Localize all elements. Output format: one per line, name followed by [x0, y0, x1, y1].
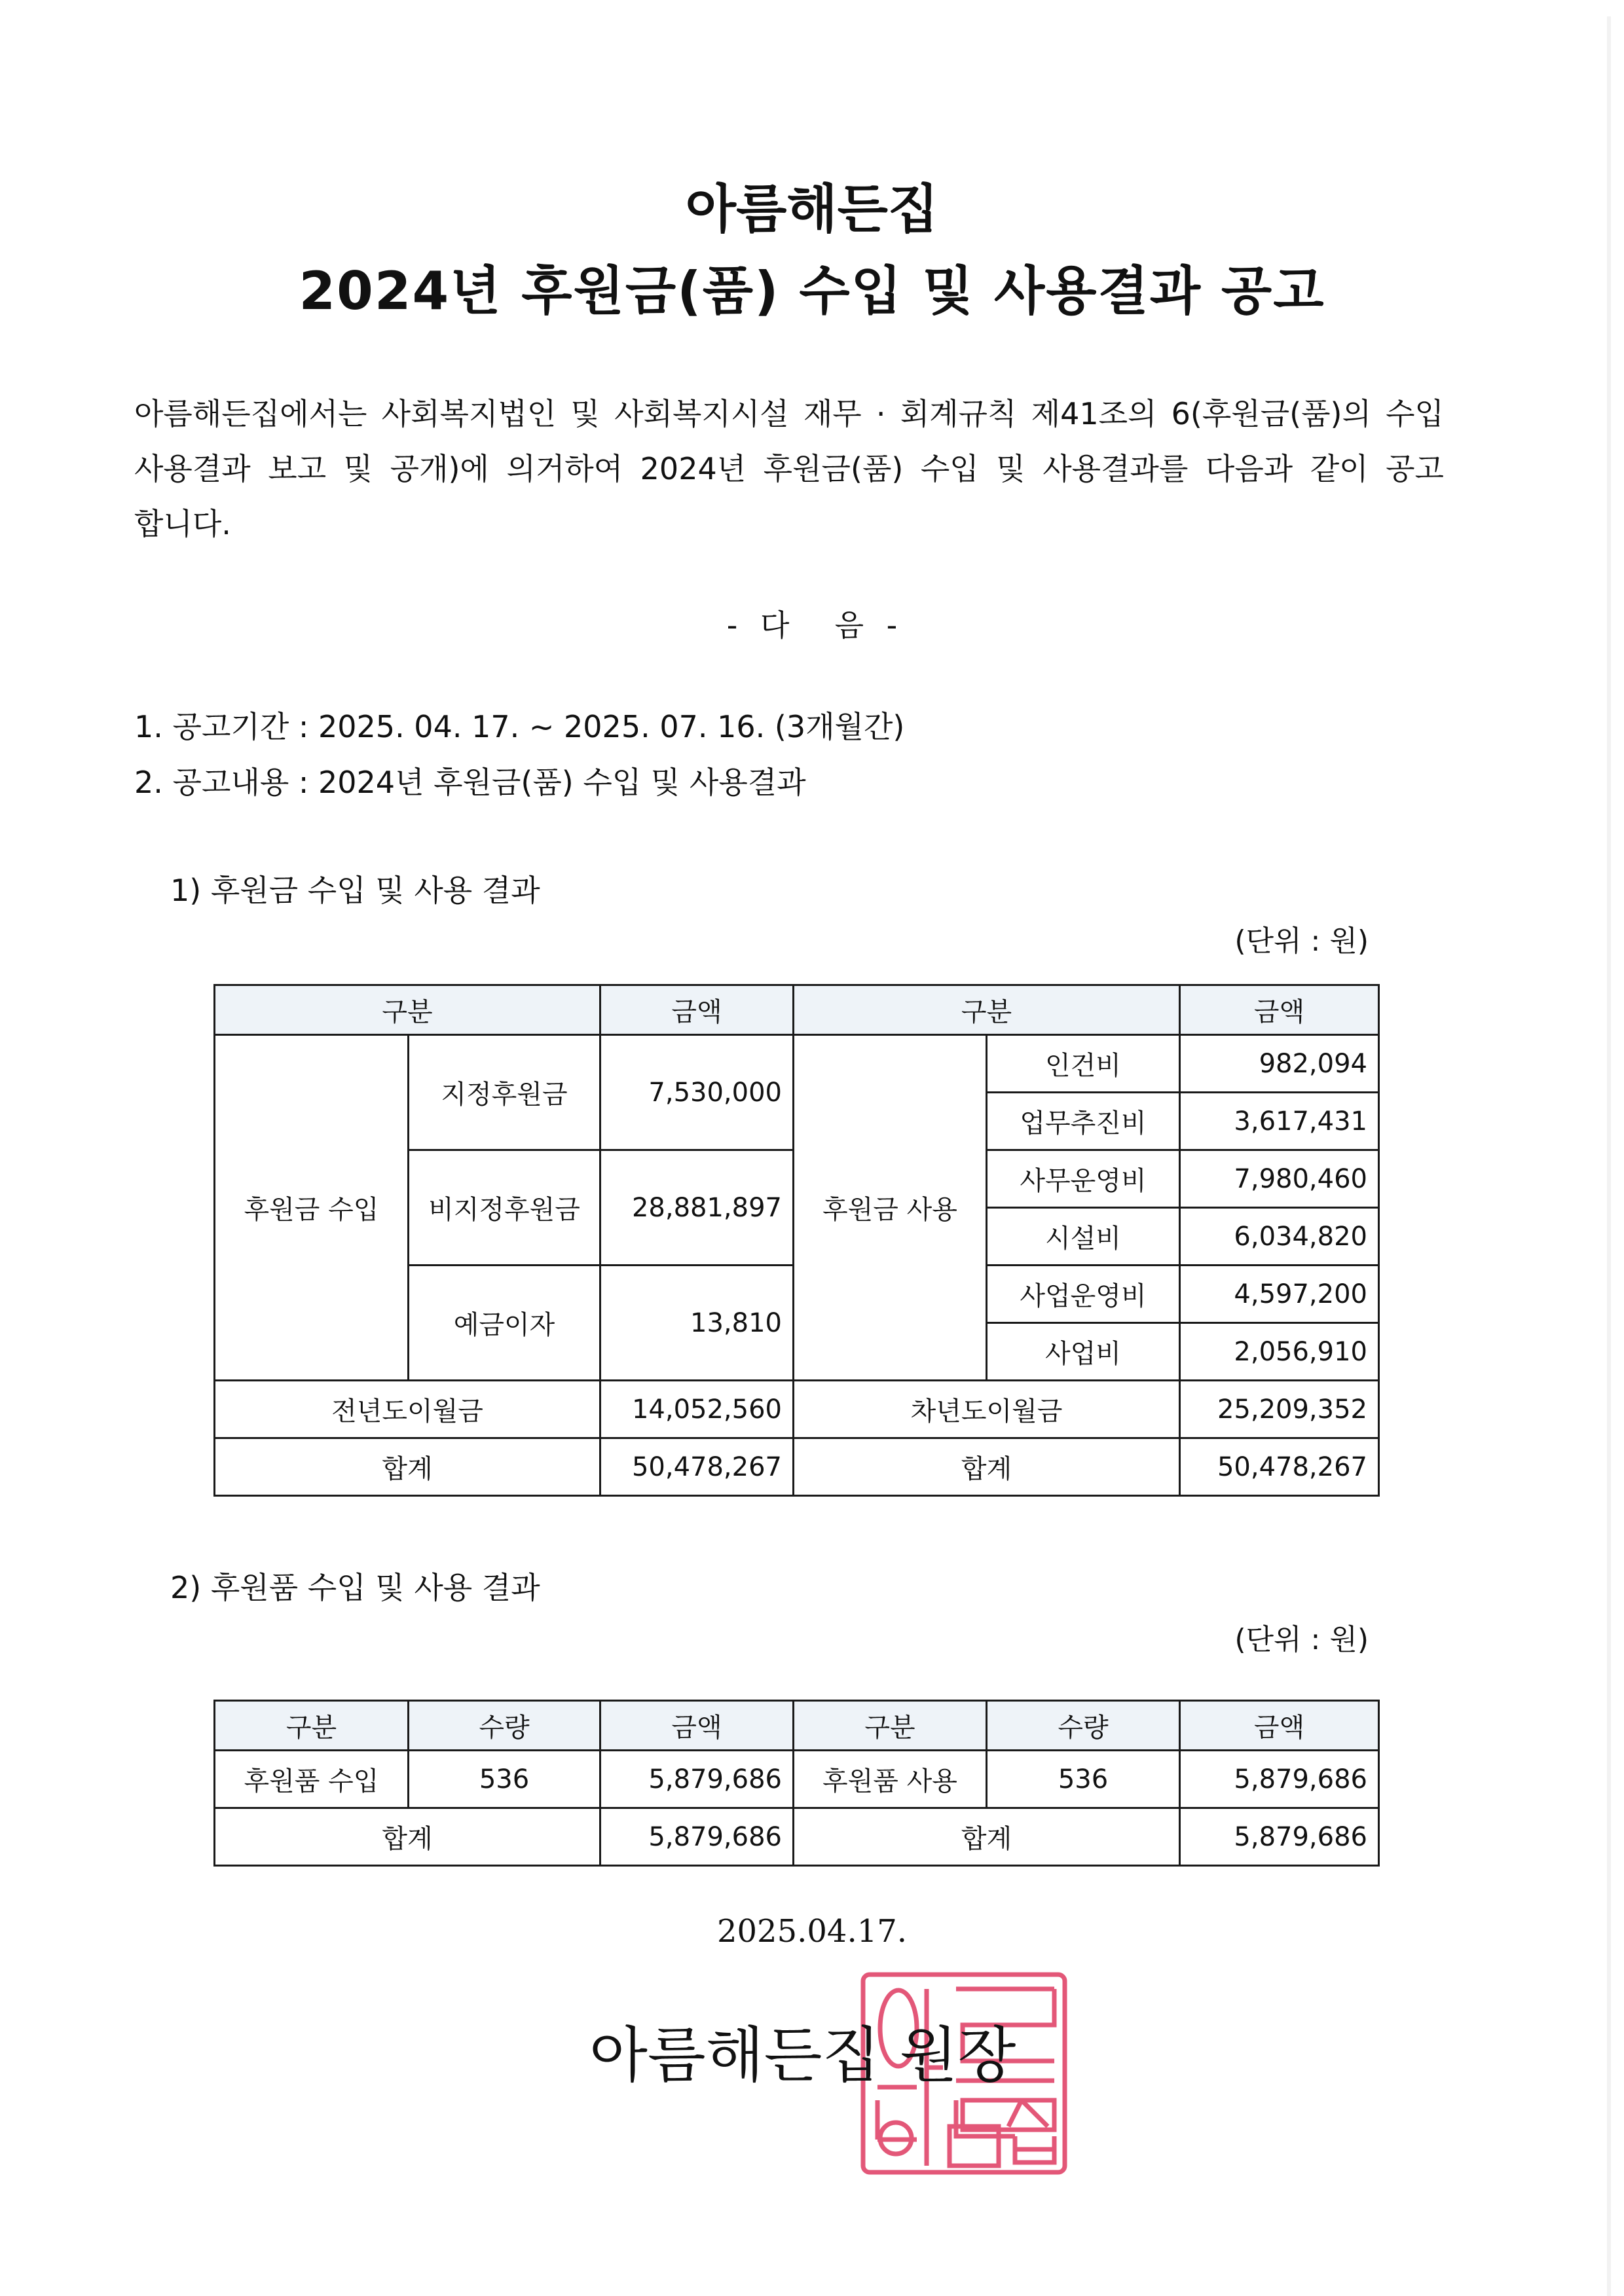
income-item-label: 예금이자 — [409, 1266, 600, 1381]
usage-item-label: 사무운영비 — [987, 1150, 1180, 1208]
header-amount: 금액 — [1180, 985, 1379, 1035]
seal-glyph-stroke — [1008, 2100, 1048, 2126]
header-category: 구분 — [215, 985, 600, 1035]
total-amount: 50,478,267 — [600, 1438, 794, 1496]
usage-item-amount: 3,617,431 — [1180, 1093, 1379, 1150]
usage-item-label: 사업비 — [987, 1323, 1180, 1381]
notice-period: 1. 공고기간 : 2025. 04. 17. ~ 2025. 07. 16. (3개월간) — [134, 709, 905, 744]
notice-date: 2025.04.17. — [716, 1913, 908, 1950]
table-row — [215, 1035, 1379, 1093]
header-quantity: 수량 — [987, 1701, 1180, 1751]
income-item-amount: 28,881,897 — [600, 1150, 794, 1266]
header-category: 구분 — [794, 985, 1180, 1035]
header-amount: 금액 — [600, 1701, 794, 1751]
total-amount: 5,879,686 — [1180, 1808, 1379, 1866]
goods-in-label: 후원품 수입 — [215, 1751, 409, 1808]
goods-in-amount: 5,879,686 — [600, 1751, 794, 1808]
intro-line-1: 아름해든집에서는 사회복지법인 및 사회복지시설 재무 · 회계규칙 제41조의 6(후원금(품)의 수입 — [134, 396, 1444, 431]
carry-out-label: 차년도이월금 — [794, 1381, 1180, 1438]
header-category: 구분 — [215, 1701, 409, 1751]
section2-heading: 2) 후원품 수입 및 사용 결과 — [170, 1570, 540, 1605]
header-category: 구분 — [794, 1701, 987, 1751]
notice-content: 2. 공고내용 : 2024년 후원금(품) 수입 및 사용결과 — [134, 765, 806, 800]
intro-line-3: 합니다. — [134, 506, 231, 541]
usage-item-label: 시설비 — [987, 1208, 1180, 1266]
carryover-row — [215, 1381, 1379, 1438]
goods-out-qty: 536 — [987, 1751, 1180, 1808]
usage-item-label: 사업운영비 — [987, 1266, 1180, 1323]
carry-in-amount: 14,052,560 — [600, 1381, 794, 1438]
goods-out-label: 후원품 사용 — [794, 1751, 987, 1808]
section1-unit: (단위 : 원) — [1234, 924, 1369, 958]
usage-item-amount: 7,980,460 — [1180, 1150, 1379, 1208]
seal-glyph-stroke — [1015, 2136, 1054, 2162]
usage-item-label: 업무추진비 — [987, 1093, 1180, 1150]
intro-line-2: 사용결과 보고 및 공개)에 의거하여 2024년 후원금(품) 수입 및 사용결과를 다음과 같이 공고 — [134, 451, 1444, 486]
section1-heading: 1) 후원금 수입 및 사용 결과 — [170, 873, 540, 908]
total-label: 합계 — [794, 1438, 1180, 1496]
carry-in-label: 전년도이월금 — [215, 1381, 600, 1438]
income-group-label: 후원금 수입 — [215, 1035, 409, 1381]
header-quantity: 수량 — [409, 1701, 600, 1751]
carry-out-amount: 25,209,352 — [1180, 1381, 1379, 1438]
usage-item-amount: 6,034,820 — [1180, 1208, 1379, 1266]
usage-item-amount: 982,094 — [1180, 1035, 1379, 1093]
document-title-org: 아름해든집 — [685, 179, 939, 240]
total-amount: 50,478,267 — [1180, 1438, 1379, 1496]
intro-paragraph — [134, 386, 1444, 551]
income-item-amount: 13,810 — [600, 1266, 794, 1381]
document-title: 2024년 후원금(품) 수입 및 사용결과 공고 — [299, 261, 1325, 321]
usage-item-amount: 4,597,200 — [1180, 1266, 1379, 1323]
table-header-row — [215, 1701, 1379, 1751]
total-label: 합계 — [794, 1808, 1180, 1866]
usage-item-amount: 2,056,910 — [1180, 1323, 1379, 1381]
total-label: 합계 — [215, 1808, 600, 1866]
total-amount: 5,879,686 — [600, 1808, 794, 1866]
goods-out-amount: 5,879,686 — [1180, 1751, 1379, 1808]
table-header-row — [215, 985, 1379, 1035]
usage-group-label: 후원금 사용 — [794, 1035, 987, 1381]
income-item-label: 지정후원금 — [409, 1035, 600, 1150]
income-item-label: 비지정후원금 — [409, 1150, 600, 1266]
total-row — [215, 1438, 1379, 1496]
total-label: 합계 — [215, 1438, 600, 1496]
donation-goods-table — [213, 1700, 1380, 1867]
header-amount: 금액 — [1180, 1701, 1379, 1751]
signatory: 아름해든집 원장 — [589, 2020, 1016, 2090]
donation-money-table — [213, 984, 1380, 1497]
total-row — [215, 1808, 1379, 1866]
income-item-amount: 7,530,000 — [600, 1035, 794, 1150]
header-amount: 금액 — [600, 985, 794, 1035]
table-row — [215, 1751, 1379, 1808]
usage-item-label: 인건비 — [987, 1035, 1180, 1093]
next-heading: - 다 음 - — [726, 608, 898, 643]
section2-unit: (단위 : 원) — [1234, 1623, 1369, 1656]
goods-in-qty: 536 — [409, 1751, 600, 1808]
